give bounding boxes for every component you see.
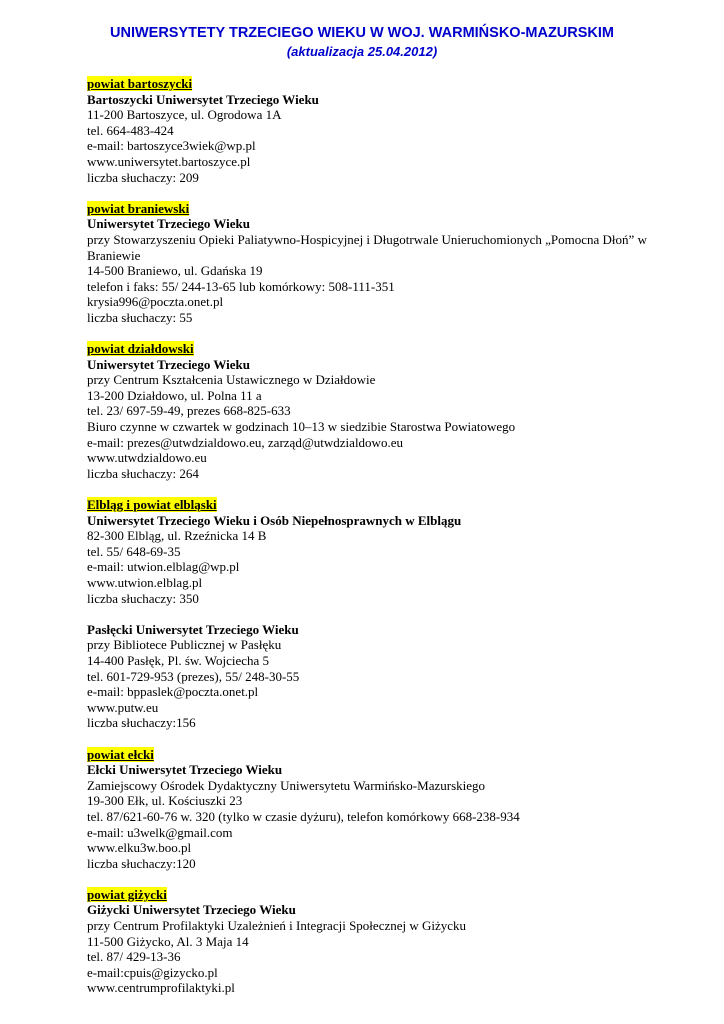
- entry-detail-line: www.putw.eu: [87, 699, 159, 715]
- university-entry: [87, 902, 687, 996]
- entry-detail-line: tel. 664-483-424: [87, 122, 174, 138]
- entry-detail-line: przy Stowarzyszeniu Opieki Paliatywno-Hospicyjnej i Długotrwale Unieruchomionych „Pomocna Dłoń” w Braniewie: [87, 231, 647, 263]
- entry-detail-line: tel. 87/ 429-13-36: [87, 949, 181, 965]
- section: [87, 747, 687, 872]
- entry-detail-line: liczba słuchaczy: 55: [87, 309, 193, 325]
- section-heading: [87, 76, 687, 92]
- entry-detail-line: Zamiejscowy Ośrodek Dydaktyczny Uniwersytetu Warmińsko-Mazurskiego: [87, 777, 486, 793]
- entry-detail-line: liczba słuchaczy:120: [87, 855, 196, 871]
- university-name: Pasłęcki Uniwersytet Trzeciego Wieku: [87, 621, 299, 637]
- section-heading-text: powiat działdowski: [87, 341, 194, 357]
- section-heading: [87, 341, 687, 357]
- document-subtitle: (aktualizacja 25.04.2012): [286, 44, 438, 59]
- section-heading-text: powiat giżycki: [87, 886, 167, 902]
- section: [87, 887, 687, 996]
- entry-detail-line: e-mail:cpuis@gizycko.pl: [87, 964, 218, 980]
- university-entry: [87, 622, 687, 731]
- entry-detail-line: tel. 23/ 697-59-49, prezes 668-825-633: [87, 403, 291, 419]
- entry-detail-line: www.uniwersytet.bartoszyce.pl: [87, 153, 251, 169]
- university-name: Bartoszycki Uniwersytet Trzeciego Wieku: [87, 91, 319, 107]
- entry-detail-line: e-mail: bppaslek@poczta.onet.pl: [87, 684, 259, 700]
- section-heading: [87, 497, 687, 513]
- entry-detail-line: tel. 601-729-953 (prezes), 55/ 248-30-55: [87, 668, 300, 684]
- section: [87, 497, 687, 731]
- university-entry: [87, 513, 687, 607]
- university-name: Ełcki Uniwersytet Trzeciego Wieku: [87, 762, 283, 778]
- entry-detail-line: krysia996@poczta.onet.pl: [87, 294, 224, 310]
- entry-detail-line: e-mail: utwion.elblag@wp.pl: [87, 559, 240, 575]
- document-title: UNIWERSYTETY TRZECIEGO WIEKU W WOJ. WARMIŃSKO-MAZURSKIM: [110, 25, 614, 41]
- entry-detail-line: e-mail: u3welk@gmail.com: [87, 824, 233, 840]
- document-body: [87, 76, 687, 1012]
- entry-detail-line: tel. 87/621-60-76 w. 320 (tylko w czasie dyżuru), telefon komórkowy 668-238-934: [87, 808, 520, 824]
- entry-detail-line: www.elku3w.boo.pl: [87, 840, 192, 856]
- entry-detail-line: 14-400 Pasłęk, Pl. św. Wojciecha 5: [87, 652, 270, 668]
- entry-detail-line: 82-300 Elbląg, ul. Rzeźnicka 14 B: [87, 528, 267, 544]
- entry-detail-line: przy Centrum Profilaktyki Uzależnień i Integracji Społecznej w Giżycku: [87, 918, 467, 934]
- university-name: Uniwersytet Trzeciego Wieku i Osób Niepełnosprawnych w Elblągu: [87, 512, 462, 528]
- section-heading-text: powiat bartoszycki: [87, 76, 193, 91]
- university-entry: [87, 216, 687, 325]
- entry-detail-line: www.utwdzialdowo.eu: [87, 450, 207, 466]
- section: [87, 201, 687, 326]
- section: [87, 76, 687, 185]
- section-heading-text: powiat ełcki: [87, 746, 154, 762]
- section-heading: [87, 201, 687, 217]
- entry-detail-line: przy Centrum Kształcenia Ustawicznego w Działdowie: [87, 372, 376, 388]
- entry-detail-line: liczba słuchaczy: 209: [87, 169, 199, 185]
- section-heading: [87, 747, 687, 763]
- entry-detail-line: www.utwion.elblag.pl: [87, 575, 203, 590]
- entry-detail-line: 11-200 Bartoszyce, ul. Ogrodowa 1A: [87, 107, 282, 123]
- entry-detail-line: 14-500 Braniewo, ul. Gdańska 19: [87, 263, 263, 279]
- university-name: Uniwersytet Trzeciego Wieku: [87, 216, 250, 232]
- university-entry: [87, 357, 687, 482]
- entry-detail-line: Biuro czynne w czwartek w godzinach 10–13 w siedzibie Starostwa Powiatowego: [87, 419, 516, 435]
- entry-detail-line: e-mail: bartoszyce3wiek@wp.pl: [87, 138, 256, 154]
- section-heading-text: powiat braniewski: [87, 200, 190, 216]
- entry-detail-line: 19-300 Ełk, ul. Kościuszki 23: [87, 793, 243, 809]
- university-entry: [87, 92, 687, 186]
- entry-detail-line: przy Bibliotece Publicznej w Pasłęku: [87, 637, 282, 653]
- entry-detail-line: 13-200 Działdowo, ul. Polna 11 a: [87, 387, 262, 403]
- section-heading-text: Elbląg i powiat elbląski: [87, 497, 217, 513]
- section: [87, 341, 687, 481]
- university-name: Giżycki Uniwersytet Trzeciego Wieku: [87, 902, 296, 918]
- entry-detail-line: telefon i faks: 55/ 244-13-65 lub komórkowy: 508-111-351: [87, 278, 395, 294]
- entry-detail-line: liczba słuchaczy: 264: [87, 465, 199, 481]
- university-entry: [87, 762, 687, 871]
- section-heading: [87, 887, 687, 903]
- entry-detail-line: liczba słuchaczy:156: [87, 715, 196, 731]
- entry-detail-line: tel. 55/ 648-69-35: [87, 543, 181, 559]
- entry-detail-line: www.centrumprofilaktyki.pl: [87, 980, 235, 996]
- entry-detail-line: e-mail: prezes@utwdzialdowo.eu, zarząd@utwdzialdowo.eu: [87, 434, 403, 450]
- university-name: Uniwersytet Trzeciego Wieku: [87, 356, 250, 372]
- entry-detail-line: liczba słuchaczy: 350: [87, 590, 199, 606]
- entry-detail-line: 11-500 Giżycko, Al. 3 Maja 14: [87, 933, 249, 949]
